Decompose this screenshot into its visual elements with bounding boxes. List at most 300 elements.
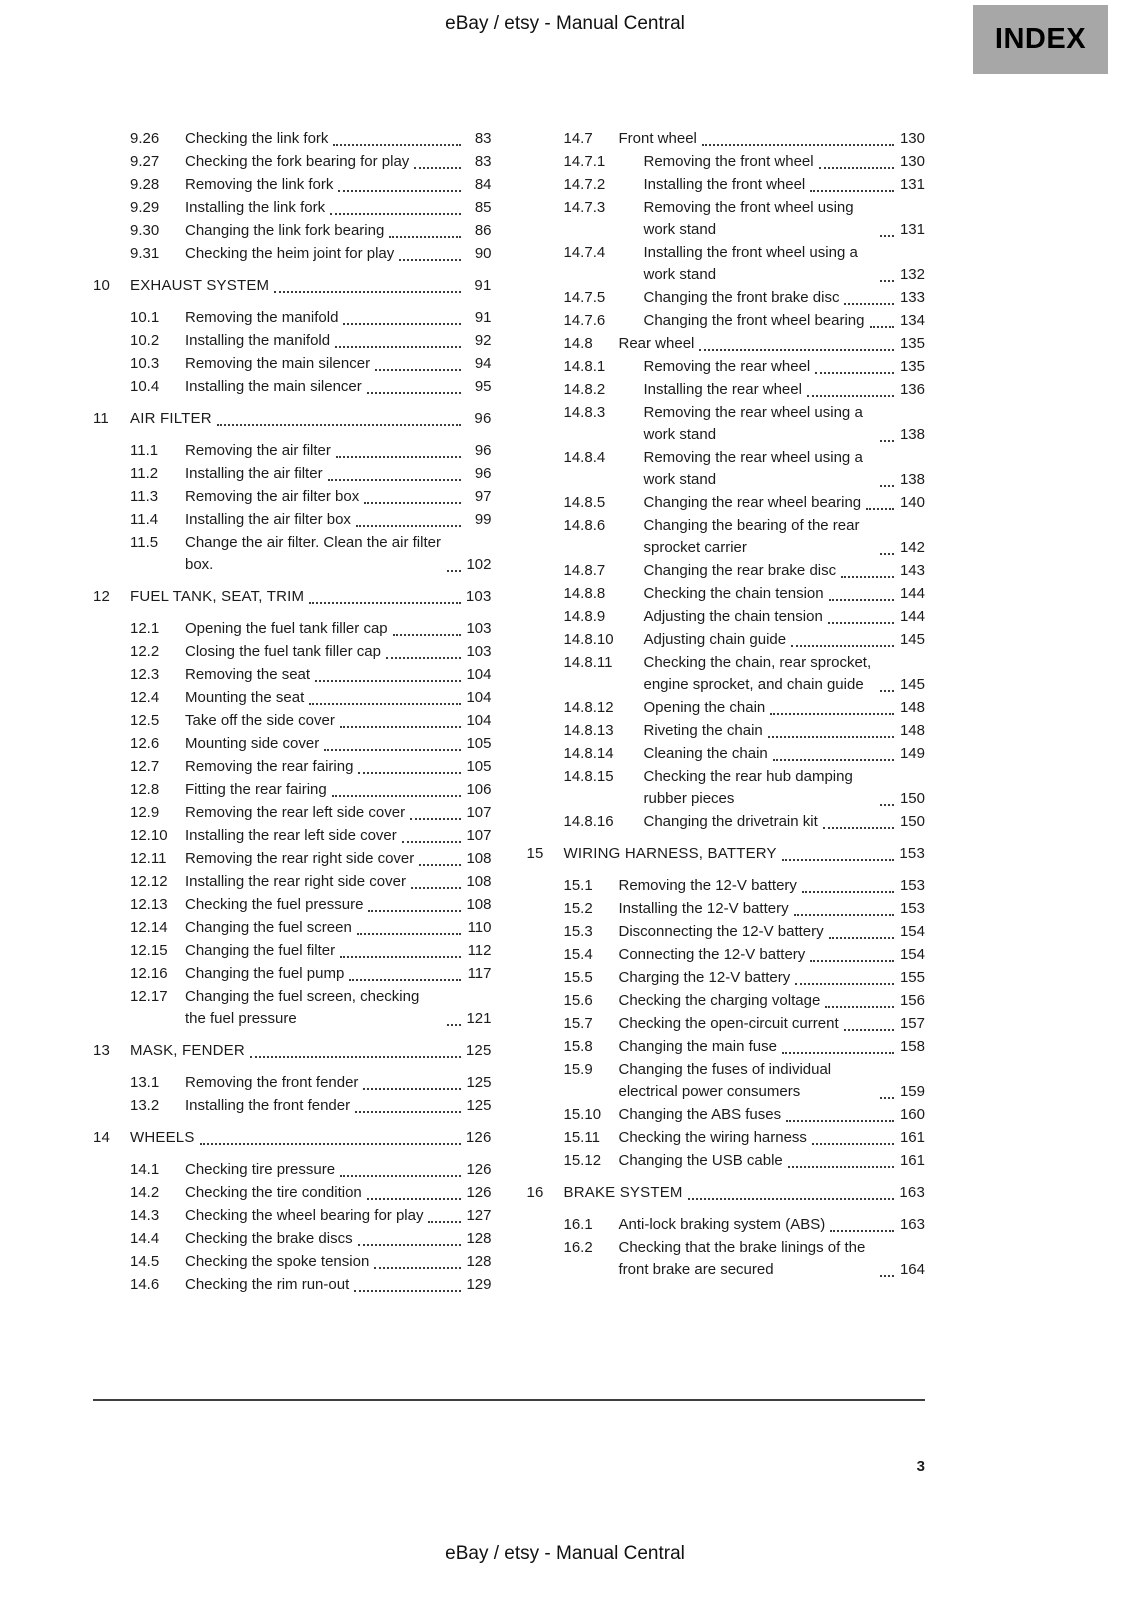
entry-page: 107 [466, 827, 492, 844]
document-footer-title: eBay / etsy - Manual Central [445, 1543, 685, 1564]
entry-page: 126 [466, 1184, 492, 1201]
toc-entry-row [93, 963, 492, 985]
entry-page: 157 [899, 1015, 925, 1032]
entry-page: 104 [466, 689, 492, 706]
leader-dots [309, 703, 460, 705]
entry-page: 95 [474, 378, 492, 395]
leader-dots [343, 323, 460, 325]
toc-entry-row [93, 197, 492, 219]
entry-title: Changing the front wheel bearing [643, 312, 865, 329]
toc-entry-row [93, 243, 492, 265]
toc-entry-row [527, 652, 926, 696]
leader-dots [807, 395, 894, 397]
toc-entry-row [527, 356, 926, 378]
toc-section-row [93, 586, 492, 608]
leader-dots [338, 190, 460, 192]
entry-title: Checking the rear hub damping rubber pieces [643, 768, 853, 807]
leader-dots [791, 645, 894, 647]
toc-section-row [93, 1040, 492, 1062]
entry-title: Checking the chain tension [643, 585, 824, 602]
entry-page: 83 [474, 130, 492, 147]
entry-number: 14.8.13 [563, 722, 614, 739]
entry-page: 144 [899, 608, 925, 625]
entry-number: 12.17 [130, 988, 168, 1005]
entry-page: 103 [466, 620, 492, 637]
entry-page: 117 [467, 965, 492, 982]
leader-dots [374, 1267, 460, 1269]
leader-dots [844, 303, 894, 305]
entry-number: 12.4 [130, 689, 160, 706]
entry-page: 91 [474, 277, 492, 294]
entry-title: Checking the rim run-out [185, 1276, 350, 1293]
entry-page: 142 [899, 539, 925, 556]
entry-title: Removing the rear wheel using a work stand [643, 404, 863, 443]
toc-entry-row [93, 330, 492, 352]
entry-title: Changing the bearing of the rear sprocket carrier [643, 517, 860, 556]
toc-entry-row [93, 664, 492, 686]
entry-page: 108 [466, 896, 492, 913]
entry-title: Installing the manifold [185, 332, 331, 349]
leader-dots [411, 887, 461, 889]
entry-title: Adjusting chain guide [643, 631, 787, 648]
entry-number: 11.3 [130, 488, 159, 505]
leader-dots [364, 502, 460, 504]
toc-entry-row [527, 606, 926, 628]
entry-page: 153 [899, 877, 925, 894]
entry-title: Riveting the chain [643, 722, 763, 739]
entry-title: Connecting the 12-V battery [618, 946, 806, 963]
toc-entry-row [527, 515, 926, 559]
entry-number: 12.16 [130, 965, 168, 982]
entry-page: 126 [466, 1161, 492, 1178]
entry-number: 14.8.2 [563, 381, 606, 398]
page-number: 3 [916, 1458, 925, 1475]
entry-number: 14.8.9 [563, 608, 606, 625]
toc-entry-row [527, 287, 926, 309]
entry-title: Rear wheel [618, 335, 695, 352]
entry-number: 14.8.7 [563, 562, 606, 579]
toc-entry-row [527, 720, 926, 742]
toc-entry-row [93, 532, 492, 576]
leader-dots [866, 508, 894, 510]
entry-number: 14.8 [563, 335, 593, 352]
entry-number: 12.6 [130, 735, 160, 752]
entry-title: Removing the rear left side cover [185, 804, 406, 821]
entry-number: 11 [93, 410, 109, 427]
entry-number: 14 [93, 1129, 111, 1146]
entry-title: Changing the fuel screen [185, 919, 352, 936]
toc-entry-row [527, 128, 926, 150]
table-of-contents [93, 128, 925, 1297]
entry-page: 133 [899, 289, 925, 306]
entry-title: Changing the main fuse [618, 1038, 777, 1055]
entry-page: 99 [474, 511, 492, 528]
entry-page: 161 [899, 1152, 925, 1169]
entry-page: 108 [466, 850, 492, 867]
entry-page: 105 [466, 735, 492, 752]
entry-title: Changing the ABS fuses [618, 1106, 782, 1123]
entry-title: Checking the link fork [185, 130, 329, 147]
leader-dots [375, 369, 460, 371]
entry-number: 12.1 [130, 620, 160, 637]
toc-entry-row [527, 811, 926, 833]
entry-page: 148 [899, 722, 925, 739]
leader-dots [825, 1006, 894, 1008]
entry-title: Removing the main silencer [185, 355, 371, 372]
entry-number: 14.5 [130, 1253, 160, 1270]
entry-title: Removing the front wheel [643, 153, 814, 170]
toc-entry-row [527, 898, 926, 920]
entry-number: 15.7 [563, 1015, 593, 1032]
entry-number: 15.5 [563, 969, 593, 986]
toc-section-row [527, 843, 926, 865]
entry-number: 14.7 [563, 130, 593, 147]
toc-entry-row [527, 310, 926, 332]
entry-page: 150 [899, 790, 925, 807]
entry-number: 15.4 [563, 946, 593, 963]
entry-page: 83 [474, 153, 492, 170]
leader-dots [880, 440, 894, 442]
entry-page: 144 [899, 585, 925, 602]
entry-number: 15 [526, 845, 544, 862]
entry-title: Installing the air filter [185, 465, 323, 482]
toc-entry-row [93, 733, 492, 755]
entry-number: 14.2 [130, 1184, 160, 1201]
leader-dots [250, 1056, 461, 1058]
entry-title: Checking the fork bearing for play [185, 153, 410, 170]
entry-page: 107 [466, 804, 492, 821]
leader-dots [688, 1198, 894, 1200]
entry-number: 10 [93, 277, 111, 294]
leader-dots [389, 236, 460, 238]
entry-title: Installing the front wheel using a work stand [643, 244, 858, 283]
entry-page: 145 [899, 631, 925, 648]
leader-dots [447, 1024, 461, 1026]
toc-entry-row [93, 917, 492, 939]
entry-title: Fitting the rear fairing [185, 781, 327, 798]
leader-dots [367, 392, 461, 394]
entry-title: Take off the side cover [185, 712, 335, 729]
entry-number: 12.9 [130, 804, 160, 821]
toc-entry-row [527, 990, 926, 1012]
entry-page: 130 [899, 130, 925, 147]
toc-entry-row [93, 1072, 492, 1094]
toc-entry-row [93, 1182, 492, 1204]
toc-entry-row [93, 463, 492, 485]
entry-title: BRAKE SYSTEM [563, 1184, 683, 1201]
entry-number: 14.7.2 [563, 176, 606, 193]
leader-dots [428, 1221, 460, 1223]
entry-page: 96 [474, 465, 492, 482]
entry-number: 10.3 [130, 355, 160, 372]
leader-dots [788, 1166, 894, 1168]
entry-title: Installing the rear wheel [643, 381, 802, 398]
entry-title: Mounting side cover [185, 735, 320, 752]
leader-dots [355, 1111, 460, 1113]
toc-entry-row [527, 242, 926, 286]
entry-page: 110 [467, 919, 492, 936]
entry-number: 9.29 [130, 199, 160, 216]
entry-page: 129 [466, 1276, 492, 1293]
entry-page: 85 [474, 199, 492, 216]
entry-number: 13.1 [130, 1074, 160, 1091]
entry-title: Changing the fuel screen, checking the fuel pressure [185, 988, 420, 1027]
entry-number: 15.8 [563, 1038, 593, 1055]
leader-dots [829, 937, 894, 939]
entry-number: 10.4 [130, 378, 160, 395]
entry-title: Change the air filter. Clean the air filter box. [185, 534, 441, 573]
leader-dots [340, 1175, 460, 1177]
entry-title: Anti-lock braking system (ABS) [618, 1216, 826, 1233]
toc-section-row [527, 1182, 926, 1204]
entry-number: 14.8.6 [563, 517, 606, 534]
toc-entry-row [93, 151, 492, 173]
entry-title: WHEELS [130, 1129, 195, 1146]
leader-dots [880, 235, 894, 237]
entry-title: Checking the wheel bearing for play [185, 1207, 424, 1224]
toc-entry-row [527, 583, 926, 605]
toc-section-row [93, 408, 492, 430]
leader-dots [786, 1120, 894, 1122]
entry-number: 12.8 [130, 781, 160, 798]
toc-entry-row [93, 1205, 492, 1227]
entry-page: 156 [899, 992, 925, 1009]
entry-title: Installing the 12-V battery [618, 900, 789, 917]
toc-entry-row [527, 944, 926, 966]
leader-dots [410, 818, 460, 820]
entry-title: Changing the rear wheel bearing [643, 494, 862, 511]
toc-entry-row [93, 1274, 492, 1296]
toc-section-row [93, 1127, 492, 1149]
leader-dots [328, 479, 461, 481]
toc-entry-row [527, 967, 926, 989]
entry-title: Removing the manifold [185, 309, 339, 326]
toc-entry-row [93, 802, 492, 824]
leader-dots [828, 622, 894, 624]
entry-number: 9.27 [130, 153, 160, 170]
leader-dots [794, 914, 894, 916]
entry-number: 14.1 [130, 1161, 160, 1178]
entry-page: 130 [899, 153, 925, 170]
entry-title: Changing the fuel pump [185, 965, 345, 982]
toc-entry-row [527, 333, 926, 355]
toc-entry-row [93, 641, 492, 663]
entry-page: 106 [466, 781, 492, 798]
entry-number: 16.1 [563, 1216, 593, 1233]
entry-number: 9.30 [130, 222, 160, 239]
entry-number: 14.8.15 [563, 768, 614, 785]
entry-title: Removing the 12-V battery [618, 877, 797, 894]
toc-entry-row [527, 174, 926, 196]
leader-dots [880, 280, 894, 282]
toc-entry-row [527, 766, 926, 810]
entry-number: 13 [93, 1042, 111, 1059]
leader-dots [870, 326, 895, 328]
entry-number: 12.5 [130, 712, 160, 729]
entry-page: 86 [474, 222, 492, 239]
toc-entry-row [527, 402, 926, 446]
entry-number: 14.7.1 [563, 153, 606, 170]
entry-title: Installing the front fender [185, 1097, 351, 1114]
entry-page: 154 [899, 946, 925, 963]
entry-page: 121 [466, 1010, 492, 1027]
toc-entry-row [93, 174, 492, 196]
leader-dots [810, 190, 894, 192]
entry-title: Changing the rear brake disc [643, 562, 837, 579]
entry-title: Removing the seat [185, 666, 311, 683]
leader-dots [768, 736, 894, 738]
entry-title: Checking the brake discs [185, 1230, 353, 1247]
leader-dots [841, 576, 894, 578]
toc-entry-row [527, 921, 926, 943]
entry-number: 11.2 [130, 465, 159, 482]
leader-dots [357, 933, 461, 935]
entry-page: 134 [899, 312, 925, 329]
leader-dots [880, 1275, 894, 1277]
leader-dots [363, 1088, 460, 1090]
entry-number: 9.28 [130, 176, 160, 193]
leader-dots [812, 1143, 894, 1145]
entry-number: 12.13 [130, 896, 168, 913]
toc-entry-row [93, 307, 492, 329]
toc-entry-row [527, 447, 926, 491]
index-tab [973, 5, 1108, 74]
entry-number: 12.3 [130, 666, 160, 683]
entry-page: 132 [899, 266, 925, 283]
entry-page: 154 [899, 923, 925, 940]
entry-page: 91 [474, 309, 492, 326]
entry-number: 15.9 [563, 1061, 593, 1078]
entry-title: Checking tire pressure [185, 1161, 336, 1178]
toc-entry-row [527, 379, 926, 401]
entry-page: 126 [465, 1129, 492, 1146]
entry-page: 125 [465, 1042, 492, 1059]
leader-dots [386, 657, 461, 659]
entry-title: Checking the open-circuit current [618, 1015, 839, 1032]
entry-page: 140 [899, 494, 925, 511]
entry-number: 14.8.3 [563, 404, 606, 421]
entry-page: 145 [899, 676, 925, 693]
entry-title: Checking the wiring harness [618, 1129, 807, 1146]
leader-dots [773, 759, 894, 761]
leader-dots [332, 795, 461, 797]
entry-title: Front wheel [618, 130, 697, 147]
entry-title: Cleaning the chain [643, 745, 768, 762]
entry-number: 12.14 [130, 919, 168, 936]
toc-entry-row [527, 1214, 926, 1236]
toc-entry-row [93, 376, 492, 398]
leader-dots [702, 144, 894, 146]
entry-page: 135 [899, 358, 925, 375]
toc-section-row [93, 275, 492, 297]
entry-number: 14.8.8 [563, 585, 606, 602]
leader-dots [447, 570, 461, 572]
toc-entry-row [93, 894, 492, 916]
entry-title: Installing the main silencer [185, 378, 362, 395]
entry-number: 14.8.16 [563, 813, 614, 830]
leader-dots [782, 859, 894, 861]
leader-dots [340, 956, 460, 958]
leader-dots [802, 891, 894, 893]
toc-entry-row [527, 629, 926, 651]
entry-title: Adjusting the chain tension [643, 608, 823, 625]
toc-entry-row [527, 1237, 926, 1281]
toc-entry-row [93, 986, 492, 1030]
entry-page: 97 [474, 488, 492, 505]
leader-dots [782, 1052, 894, 1054]
leader-dots [880, 1097, 894, 1099]
leader-dots [200, 1143, 461, 1145]
entry-number: 14.8.4 [563, 449, 606, 466]
entry-page: 160 [899, 1106, 925, 1123]
entry-page: 125 [466, 1074, 492, 1091]
leader-dots [335, 346, 460, 348]
entry-number: 11.5 [130, 534, 159, 551]
toc-entry-row [93, 710, 492, 732]
leader-dots [324, 749, 460, 751]
toc-entry-row [527, 197, 926, 241]
document-header-title: eBay / etsy - Manual Central [445, 13, 685, 34]
entry-title: Checking the fuel pressure [185, 896, 364, 913]
toc-entry-row [527, 1150, 926, 1172]
entry-number: 14.8.14 [563, 745, 614, 762]
toc-entry-row [93, 756, 492, 778]
toc-entry-row [527, 1036, 926, 1058]
entry-title: Removing the link fork [185, 176, 334, 193]
toc-entry-row [527, 492, 926, 514]
entry-number: 12.11 [130, 850, 167, 867]
leader-dots [358, 1244, 461, 1246]
leader-dots [830, 1230, 894, 1232]
toc-entry-row [93, 779, 492, 801]
toc-entry-row [527, 1127, 926, 1149]
leader-dots [358, 772, 460, 774]
leader-dots [354, 1290, 460, 1292]
leader-dots [880, 485, 894, 487]
entry-title: Charging the 12-V battery [618, 969, 791, 986]
entry-page: 103 [465, 588, 492, 605]
entry-number: 12.15 [130, 942, 168, 959]
entry-title: Disconnecting the 12-V battery [618, 923, 824, 940]
toc-entry-row [93, 1159, 492, 1181]
entry-title: Opening the fuel tank filler cap [185, 620, 388, 637]
toc-column-right [527, 128, 926, 1297]
leader-dots [880, 804, 894, 806]
entry-page: 128 [466, 1253, 492, 1270]
entry-page: 127 [466, 1207, 492, 1224]
entry-page: 105 [466, 758, 492, 775]
entry-title: Changing the fuel filter [185, 942, 336, 959]
entry-number: 11.1 [130, 442, 159, 459]
entry-number: 14.8.12 [563, 699, 614, 716]
toc-entry-row [527, 151, 926, 173]
toc-entry-row [93, 1095, 492, 1117]
leader-dots [823, 827, 894, 829]
toc-entry-row [527, 875, 926, 897]
entry-page: 96 [474, 442, 492, 459]
leader-dots [330, 213, 460, 215]
leader-dots [402, 841, 461, 843]
leader-dots [274, 291, 460, 293]
entry-page: 131 [899, 221, 925, 238]
entry-number: 14.7.4 [563, 244, 606, 261]
entry-number: 14.7.3 [563, 199, 606, 216]
toc-entry-row [93, 848, 492, 870]
toc-entry-row [93, 128, 492, 150]
entry-title: Removing the front fender [185, 1074, 359, 1091]
toc-entry-row [93, 871, 492, 893]
entry-number: 12.7 [130, 758, 160, 775]
